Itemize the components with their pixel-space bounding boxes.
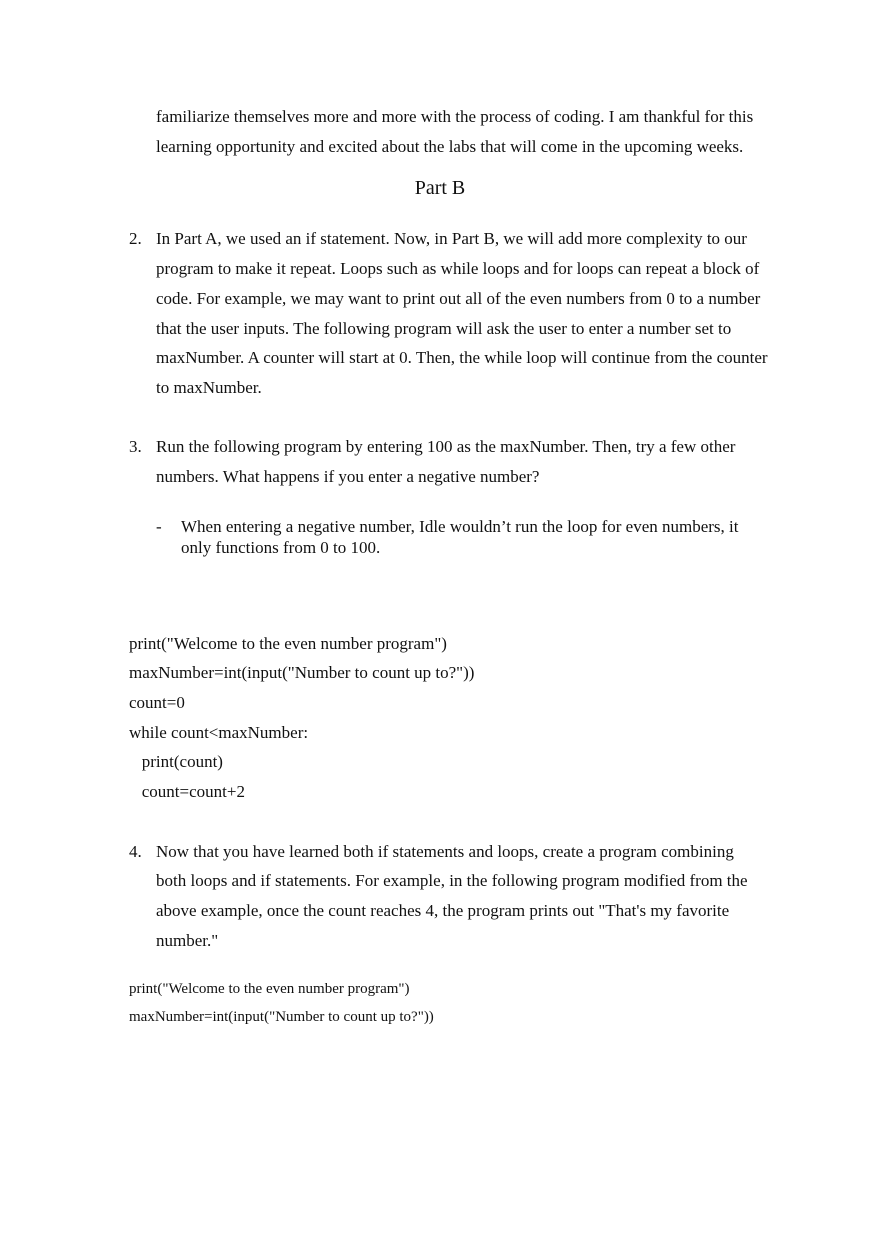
answer-line-2: only functions from 0 to 100. bbox=[181, 538, 381, 557]
item-4-line-4: number." bbox=[156, 931, 219, 950]
item-4-line-3: above example, once the count reaches 4, the program prints out "That's my favorite bbox=[156, 901, 730, 920]
section-title: Part B bbox=[414, 177, 466, 199]
intro-line-1: familiarize themselves more and more with the process of coding. I am thankful for this bbox=[156, 107, 754, 126]
code1-line-3: count=0 bbox=[129, 693, 185, 712]
item-4-line-1: Now that you have learned both if statements and loops, create a program combining bbox=[156, 842, 734, 861]
code1-line-2: maxNumber=int(input("Number to count up to?")) bbox=[129, 663, 475, 682]
code1-line-5: print(count) bbox=[129, 752, 223, 771]
code1-line-4: while count<maxNumber: bbox=[129, 723, 309, 742]
item-2-line-5: maxNumber. A counter will start at 0. Then, the while loop will continue from the counter bbox=[156, 348, 768, 367]
item-2-line-6: to maxNumber. bbox=[156, 378, 262, 397]
answer-dash: - bbox=[156, 517, 162, 536]
answer-line-1: When entering a negative number, Idle wouldn’t run the loop for even numbers, it bbox=[181, 517, 739, 536]
item-2-line-2: program to make it repeat. Loops such as while loops and for loops can repeat a block of bbox=[156, 259, 760, 278]
intro-line-2: learning opportunity and excited about the labs that will come in the upcoming weeks. bbox=[156, 137, 744, 156]
code2-line-2: maxNumber=int(input("Number to count up to?")) bbox=[129, 1009, 434, 1025]
item-3-number: 3. bbox=[129, 437, 142, 456]
item-2-line-4: that the user inputs. The following program will ask the user to enter a number set to bbox=[156, 319, 732, 338]
code2-line-1: print("Welcome to the even number program") bbox=[129, 981, 410, 997]
item-4-line-2: both loops and if statements. For example, in the following program modified from the bbox=[156, 871, 748, 890]
item-2-line-3: code. For example, we may want to print out all of the even numbers from 0 to a number bbox=[156, 289, 761, 308]
code1-line-6: count=count+2 bbox=[129, 782, 245, 801]
item-3-line-1: Run the following program by entering 100 as the maxNumber. Then, try a few other bbox=[156, 437, 736, 456]
code1-line-1: print("Welcome to the even number program") bbox=[129, 634, 447, 653]
item-2-line-1: In Part A, we used an if statement. Now, in Part B, we will add more complexity to our bbox=[156, 229, 747, 248]
item-2-number: 2. bbox=[129, 229, 142, 248]
item-4-number: 4. bbox=[129, 842, 142, 861]
item-3-line-2: numbers. What happens if you enter a negative number? bbox=[156, 467, 540, 486]
